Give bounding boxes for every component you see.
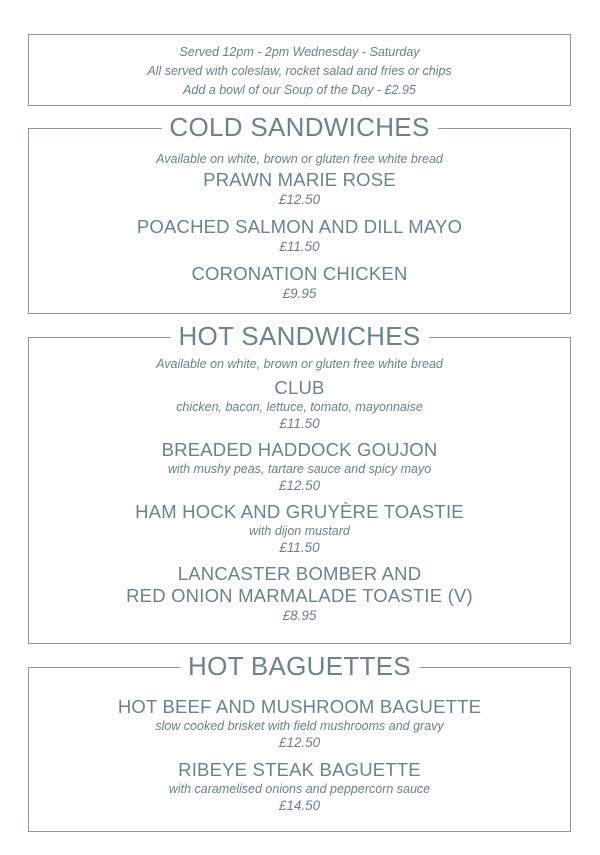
served-with-note: All served with coleslaw, rocket salad and fries or chips [147, 64, 452, 78]
service-hours: Served 12pm - 2pm Wednesday - Saturday [179, 45, 420, 59]
item-name: PRAWN MARIE ROSE [203, 169, 396, 190]
menu-item [29, 563, 570, 624]
item-price: £12.50 [278, 192, 321, 207]
menu-item [29, 501, 570, 556]
item-description: with dijon mustard [249, 524, 350, 538]
menu-item [29, 169, 570, 208]
item-price: £9.95 [282, 286, 317, 301]
item-name: HAM HOCK AND GRUYÈRE TOASTIE [135, 501, 464, 522]
item-name: HOT BEEF AND MUSHROOM BAGUETTE [117, 696, 482, 717]
item-description: with mushy peas, tartare sauce and spicy mayo [167, 462, 432, 476]
item-name-line-1: LANCASTER BOMBER AND [177, 563, 422, 584]
hot-sandwiches-section [28, 321, 571, 644]
item-description: slow cooked brisket with field mushrooms and gravy [155, 719, 444, 733]
menu-item [29, 439, 570, 494]
item-name: CLUB [274, 377, 325, 398]
menu-item [29, 216, 570, 255]
menu-item [29, 263, 570, 302]
section-title: HOT BAGUETTES [180, 651, 419, 681]
section-title: COLD SANDWICHES [161, 112, 437, 142]
item-price: £11.50 [279, 416, 320, 431]
hot-baguettes-section [28, 651, 571, 832]
bread-availability-note: Available on white, brown or gluten free white bread [156, 357, 443, 371]
item-price: £14.50 [278, 798, 321, 813]
item-name: BREADED HADDOCK GOUJON [161, 439, 438, 460]
service-info-box [28, 34, 571, 106]
item-description: with caramelised onions and peppercorn sauce [168, 782, 431, 796]
item-price: £11.50 [279, 239, 320, 254]
item-price: £12.50 [278, 735, 321, 750]
item-price: £8.95 [282, 608, 317, 623]
menu-item [29, 696, 570, 751]
soup-add-on-note: Add a bowl of our Soup of the Day - £2.95 [183, 83, 416, 97]
menu-item [29, 759, 570, 814]
item-price: £12.50 [278, 478, 321, 493]
item-name: POACHED SALMON AND DILL MAYO [136, 216, 463, 237]
item-name-line-2: RED ONION MARMALADE TOASTIE (V) [126, 585, 473, 606]
item-description: chicken, bacon, lettuce, tomato, mayonnaise [176, 400, 423, 414]
item-name: CORONATION CHICKEN [191, 263, 408, 284]
item-name: RIBEYE STEAK BAGUETTE [178, 759, 421, 780]
bread-availability-note: Available on white, brown or gluten free white bread [156, 152, 443, 166]
section-title: HOT SANDWICHES [170, 321, 428, 351]
menu-item [29, 377, 570, 432]
cold-sandwiches-section [28, 112, 571, 314]
item-price: £11.50 [279, 540, 320, 555]
